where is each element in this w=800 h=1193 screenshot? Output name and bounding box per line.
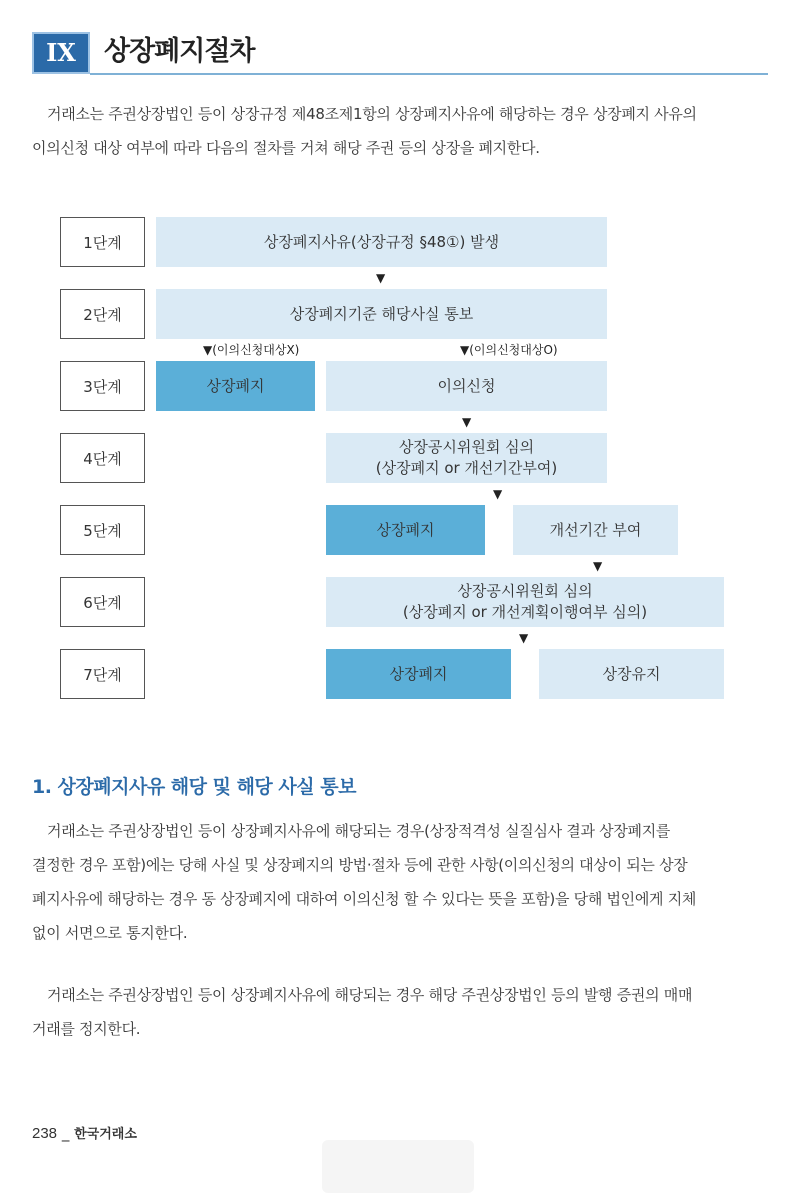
- flow-box-notice: [156, 289, 607, 339]
- flow-box-text: 상장폐지: [376, 520, 435, 539]
- flow-box-delisting-cause: [156, 217, 607, 267]
- flow-arrow-down: ▼: [462, 415, 472, 429]
- chapter-header: [32, 30, 768, 78]
- flow-box-text-line1: 상장공시위원회 심의: [398, 438, 535, 456]
- chapter-number-badge: IX: [32, 32, 90, 74]
- flow-box-text-line2: (상장폐지 or 개선계획이행여부 심의): [402, 603, 648, 621]
- flow-box-committee-review-1: [326, 433, 607, 483]
- paragraph-line: 거래를 정지한다.: [32, 1020, 141, 1038]
- intro-line: 이의신청 대상 여부에 따라 다음의 절차를 거쳐 해당 주권 등의 상장을 폐지한다.: [32, 139, 540, 157]
- step-label-1: 1단계: [60, 217, 145, 267]
- page-footer: [32, 1122, 137, 1146]
- flow-box-text: 상장폐지: [206, 376, 265, 395]
- paragraph-line: 거래소는 주권상장법인 등이 상장폐지사유에 해당되는 경우(상장적격성 실질심사 결과 상장폐지를: [47, 822, 671, 840]
- flow-box-text-line2: (상장폐지 or 개선기간부여): [375, 459, 558, 477]
- flow-box-text: 상장유지: [602, 664, 661, 683]
- header-divider: [90, 73, 768, 75]
- flow-box-text: 이의신청: [437, 376, 496, 395]
- paragraph-line: 폐지사유에 해당하는 경우 동 상장폐지에 대하여 이의신청 할 수 있다는 뜻을 포함)을 당해 법인에게 지체: [32, 890, 697, 908]
- flow-box-delist-5: [326, 505, 485, 555]
- condition-label-no-objection: ▼(이의신청대상X): [203, 343, 300, 357]
- footer-separator: _: [61, 1124, 70, 1142]
- section-title: 1. 상장폐지사유 해당 및 해당 사실 통보: [32, 776, 356, 798]
- bottom-overlay: [322, 1140, 474, 1193]
- flow-box-text: 개선기간 부여: [549, 520, 642, 539]
- flow-box-committee-review-2: [326, 577, 724, 627]
- intro-paragraph: [32, 97, 768, 165]
- flow-arrow-down: ▼: [593, 559, 603, 573]
- flow-box-text-line1: 상장공시위원회 심의: [457, 582, 593, 600]
- page-number: 238: [32, 1125, 58, 1142]
- flow-box-text: 상장폐지기준 해당사실 통보: [289, 304, 474, 323]
- flow-arrow-down: ▼: [493, 487, 503, 501]
- intro-line: 거래소는 주권상장법인 등이 상장규정 제48조제1항의 상장폐지사유에 해당하는 경우 상장폐지 사유의: [47, 105, 697, 123]
- flow-box-delist-7: [326, 649, 511, 699]
- step-label-2: 2단계: [60, 289, 145, 339]
- paragraph-line: 결정한 경우 포함)에는 당해 사실 및 상장폐지의 방법·절차 등에 관한 사항(이의신청의 대상이 되는 상장: [32, 856, 688, 874]
- step-label-7: 7단계: [60, 649, 145, 699]
- step-label-4: 4단계: [60, 433, 145, 483]
- flow-box-improvement-period: [513, 505, 678, 555]
- step-label-6: 6단계: [60, 577, 145, 627]
- step-label-3: 3단계: [60, 361, 145, 411]
- flow-box-maintain-listing: [539, 649, 724, 699]
- chapter-title: 상장폐지절차: [104, 36, 255, 67]
- section-paragraph-1: [32, 814, 768, 950]
- flow-arrow-down: ▼: [376, 271, 386, 285]
- condition-label-objection: ▼(이의신청대상O): [460, 343, 558, 357]
- flow-box-text: 상장폐지사유(상장규정 §48①) 발생: [263, 232, 500, 251]
- paragraph-line: 거래소는 주권상장법인 등이 상장폐지사유에 해당되는 경우 해당 주권상장법인 등의 발행 증권의 매매: [47, 986, 693, 1004]
- flow-box-objection: [326, 361, 607, 411]
- flow-arrow-down: ▼: [519, 631, 529, 645]
- paragraph-line: 없이 서면으로 통지한다.: [32, 924, 188, 942]
- footer-organization: 한국거래소: [74, 1127, 137, 1142]
- step-label-5: 5단계: [60, 505, 145, 555]
- section-paragraph-2: [32, 978, 768, 1046]
- flow-box-text: 상장폐지: [389, 664, 448, 683]
- flow-box-delist-3: [156, 361, 315, 411]
